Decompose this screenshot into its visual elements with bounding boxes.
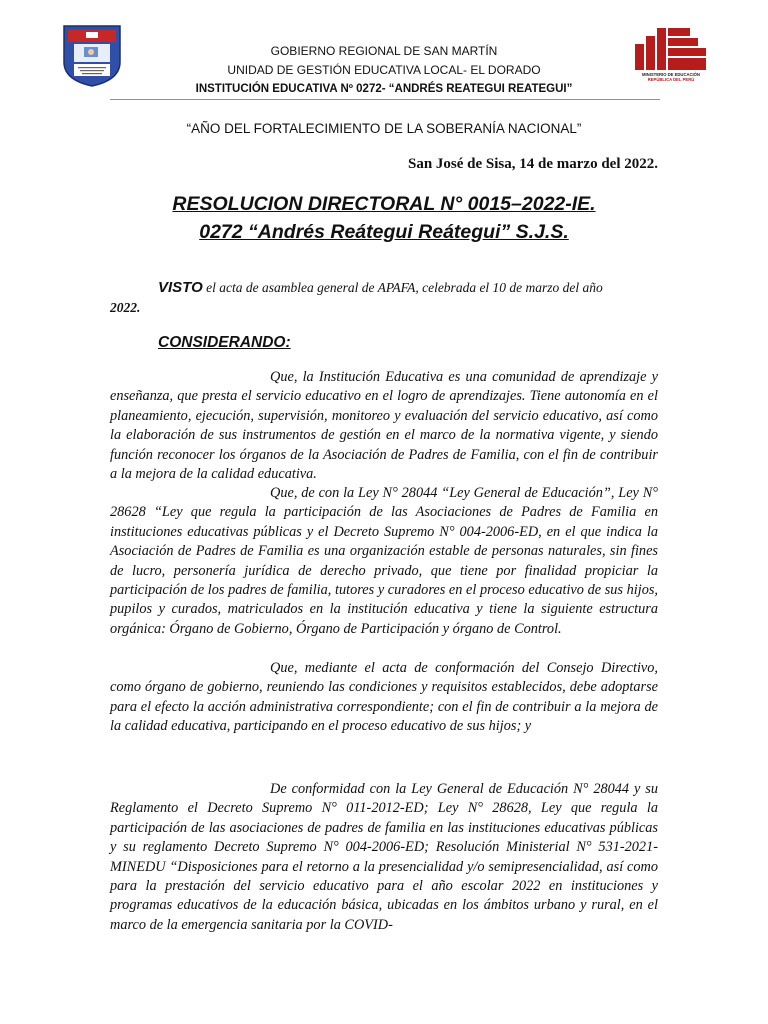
visto-year: 2022. <box>110 300 141 315</box>
minedu-logo <box>633 24 709 82</box>
paragraph-4 <box>110 780 658 935</box>
paragraph-1-text: Que, la Institución Educativa es una comunidad de aprendizaje y enseñanza, que presta el servicio educativo en el logro de aprendizajes. Tiene autonomía en el planeamiento, ejecución, supervisión, monitoreo y evaluación del servicio educativo, así como la elaboración de sus instrumentos de gestión en el marco de la normativa vigente, y siendo función reconocer los órganos de la Asociación de Padres de Familia, con el fin de contribuir a la mejora de la calidad educativa. <box>110 369 658 483</box>
considerando-heading: CONSIDERANDO: <box>158 334 291 351</box>
resolution-title <box>0 190 768 246</box>
minedu-caption-2: REPÚBLICA DEL PERÚ <box>647 77 695 82</box>
institution-header <box>150 42 618 99</box>
paragraph-2-text: Que, de con la Ley N° 28044 “Ley General de Educación”, Ley N° 28628 “Ley que regula la participación de las Asociaciones de Padres de Familia en instituciones educativas públicas y el Decreto Supremo N° 004-2006-ED, en el que indica la Asociación de Padres de Familia es una organización estable de personas naturales, sin fines de lucro, personería jurídica de derecho privado, que tiene por finalidad propiciar la participación de los padres de familia, tutores y curadores en el proceso educativo de sus hijos, pupilos y curados, matriculados en la institución educativa y tiene la siguiente estructura orgánica: Órgano de Gobierno, Órgano de Participación y órgano de Control. <box>110 485 658 637</box>
paragraph-4-text: De conformidad con la Ley General de Educación N° 28044 y su Reglamento el Decreto Supremo N° 011-2012-ED; Ley N° 28628, Ley que regula la participación de las asociaciones de padres de familia en las instituciones educativas públicas y su reglamento Decreto Supremo N° 004-2006-ED; Resolución Ministerial N° 531-2021-MINEDU “Disposiciones para el retorno a la presencialidad y/o semipresencialidad, así como para la prestación del servicio educativo para el año escolar 2022 en instituciones y programas educativos de la educación básica, ubicadas en los ámbitos urbano y rural, en el marco de la emergencia sanitaria por la COVID- <box>110 781 658 933</box>
paragraph-3-text: Que, mediante el acta de conformación del Consejo Directivo, como órgano de gobierno, reuniendo las condiciones y requisitos establecidos, debe adoptarse para el efecto la acción administrativa correspondiente; con el fin de contribuir a la mejora de la calidad educativa, participando en el proceso educativo de sus hijos; y <box>110 660 658 735</box>
resolution-title-line1: RESOLUCION DIRECTORAL N° 0015–2022-IE. <box>172 193 596 215</box>
header-line-government: GOBIERNO REGIONAL DE SAN MARTÍN <box>270 44 498 58</box>
place-date: San José de Sisa, 14 de marzo del 2022. <box>407 156 658 172</box>
header-line-institution: INSTITUCIÓN EDUCATIVA Nº 0272- “ANDRÉS REATEGUI REATEGUI” <box>195 83 573 95</box>
visto-section <box>110 278 660 318</box>
paragraph-2 <box>110 484 658 639</box>
header-line-ugel: UNIDAD DE GESTIÓN EDUCATIVA LOCAL- EL DORADO <box>227 63 541 77</box>
visto-keyword: VISTO <box>158 279 203 296</box>
paragraph-3 <box>110 659 658 737</box>
school-crest-logo <box>60 22 124 88</box>
resolution-title-line2: 0272 “Andrés Reátegui Reátegui” S.J.S. <box>199 221 569 243</box>
minedu-caption-1: MINISTERIO DE EDUCACIÓN <box>642 72 700 77</box>
header-divider <box>110 99 660 100</box>
visto-text: el acta de asamblea general de APAFA, celebrada el 10 de marzo del año <box>206 280 603 295</box>
paragraph-1 <box>110 368 658 484</box>
year-motto: “AÑO DEL FORTALECIMIENTO DE LA SOBERANÍA NACIONAL” <box>186 121 582 136</box>
